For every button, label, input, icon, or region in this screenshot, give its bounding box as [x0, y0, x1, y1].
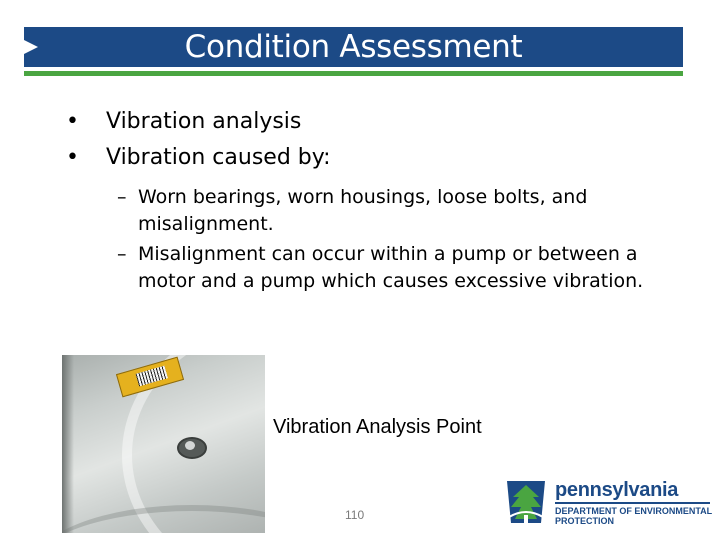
- sub-bullet-text: Misalignment can occur within a pump or between a motor and a pump which causes excessive vibration.: [138, 243, 644, 292]
- photo-shadow-edge: [62, 355, 74, 533]
- bullet-list: [66, 104, 706, 176]
- stud-center: [185, 441, 195, 450]
- bullet-text: Vibration caused by:: [106, 145, 331, 170]
- bullet-text: Vibration analysis: [106, 109, 302, 134]
- sub-bullet-list: [117, 184, 677, 298]
- pump-housing-photo: [62, 355, 265, 533]
- bullet-marker: •: [66, 145, 79, 170]
- logo-name: pennsylvania: [555, 479, 679, 501]
- sub-bullet-item: [117, 184, 677, 238]
- title-underline-rule: [24, 71, 683, 76]
- photo-caption: Vibration Analysis Point: [273, 416, 482, 438]
- pennsylvania-keystone-logo-icon: [503, 477, 549, 527]
- slide-title: Condition Assessment: [184, 29, 523, 65]
- sub-bullet-item: [117, 241, 677, 295]
- barcode-icon: [136, 366, 168, 387]
- bullet-item: [66, 140, 706, 176]
- housing-seam: [62, 505, 265, 533]
- logo-rule: [555, 502, 710, 504]
- bullet-item: [66, 104, 706, 140]
- logo-department: [555, 506, 712, 526]
- logo-department-line1: DEPARTMENT OF ENVIRONMENTAL: [555, 506, 713, 516]
- page-number: 110: [345, 508, 365, 522]
- sub-bullet-text: Worn bearings, worn housings, loose bolts, and misalignment.: [138, 186, 588, 235]
- pennsylvania-dep-logo: [503, 477, 713, 533]
- sub-bullet-marker: –: [117, 243, 127, 265]
- logo-department-line2: PROTECTION: [555, 516, 615, 526]
- bullet-marker: •: [66, 109, 79, 134]
- sub-bullet-marker: –: [117, 186, 127, 208]
